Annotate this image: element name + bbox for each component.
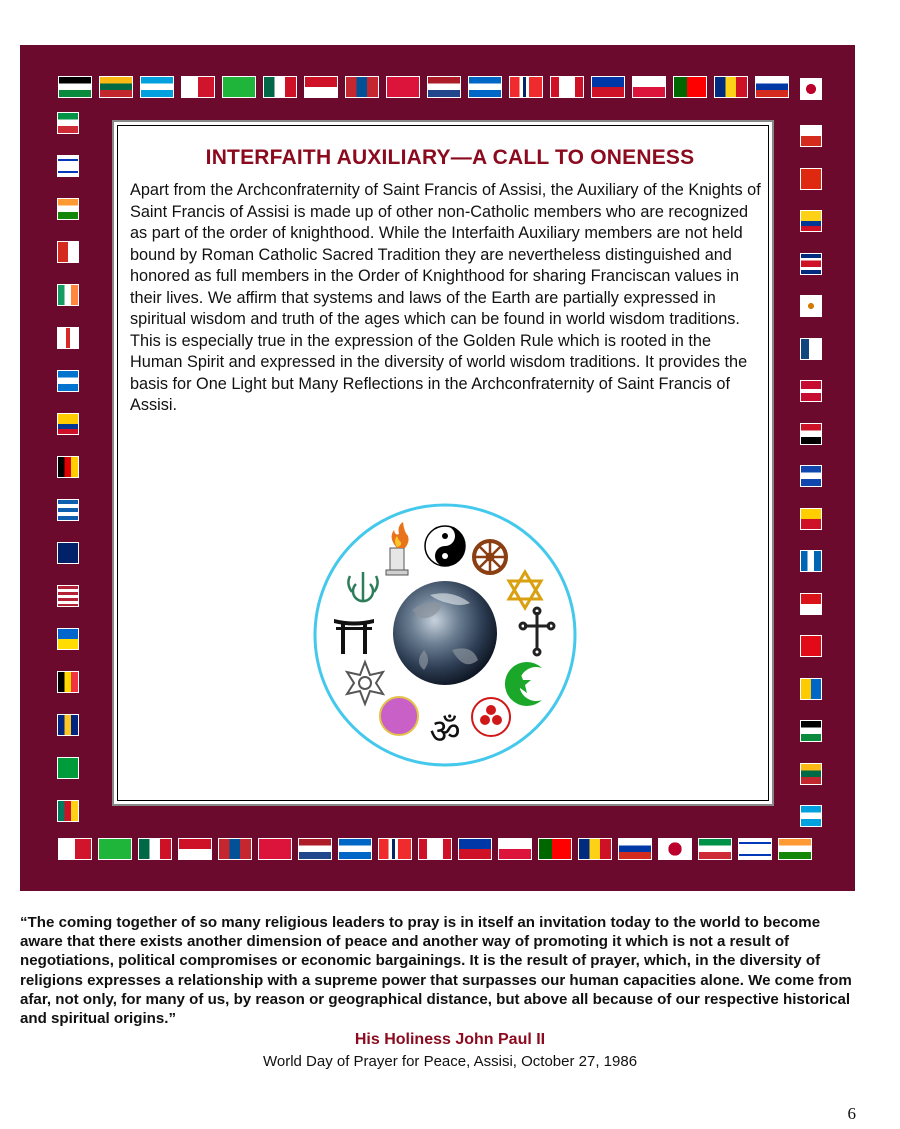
pope-quote: “The coming together of so many religious leaders to pray is in itself an invitation today to the world to become aware that there exists another dimension of peace and another way of promoting it which is not a result of negotiations, political compromises or economic bargainings. It is the result of prayer, which, in the diversity of religions expresses a relationship with a supreme power that surpasses our human capacities alone. We come from afar, not only, for many of us, by reason or geographical distance, but above all because of our respective historical and spiritual origins.” [20,914,852,1028]
flag-icon [418,838,452,860]
flag-icon [800,508,822,530]
flag-icon [468,76,502,98]
flag-icon [57,241,79,263]
flag-icon [550,76,584,98]
flag-icon [338,838,372,860]
flag-icon [57,413,79,435]
flag-icon [57,112,79,134]
flag-icon [386,76,420,98]
page-title: INTERFAITH AUXILIARY—A CALL TO ONENESS [205,146,695,169]
flag-icon [800,805,822,827]
flag-icon [57,456,79,478]
flag-icon [800,720,822,742]
body-paragraph: Apart from the Archconfraternity of Saint Francis of Assisi, the Auxiliary of the Knights of Saint Francis of Assisi is made up of other non-Catholic members who are recognized as part of the order of knighthood. While the Interfaith Auxiliary members are not held bound by Roman Catholic Sacred Tradition they are nevertheless distinguished and honored as full members in the Order of Knighthood for sharing Franciscan values in their lives. We affirm that systems and laws of the Earth are partially expressed in spiritual wisdom and truth of the ages which can be found in world wisdom traditions. This is especially true in the expression of the Golden Rule which is rooted in the Human Spirit and expressed in the diversity of world wisdom traditions. It provides the basis for One Light but Many Reflections in the Archconfraternity of Saint Francis of Assisi. [130,181,761,414]
flag-icon [298,838,332,860]
flag-icon [800,763,822,785]
flag-icon [263,76,297,98]
flag-icon [57,499,79,521]
flag-icon [57,714,79,736]
flag-icon [800,253,822,275]
flag-icon [345,76,379,98]
quote-attribution-event: World Day of Prayer for Peace, Assisi, October 27, 1986 [262,1053,638,1070]
cross-icon [520,608,554,655]
flag-icon [138,838,172,860]
flag-icon [222,76,256,98]
star-of-david-icon [509,572,541,608]
bahai-star-icon [347,662,383,704]
flag-icon [698,838,732,860]
flag-icon [800,593,822,615]
flag-icon [178,838,212,860]
flag-icon [458,838,492,860]
flag-icon [378,838,412,860]
crescent-star-icon [505,662,542,706]
interfaith-emblem [312,500,578,770]
flag-icon [800,210,822,232]
torii-gate-icon [334,619,374,654]
flag-icon [99,76,133,98]
flag-icon [258,838,292,860]
flag-icon [800,678,822,700]
flag-icon [800,423,822,445]
flag-icon [800,380,822,402]
flag-icon [57,757,79,779]
flag-icon [57,198,79,220]
flag-icon [57,585,79,607]
flag-icon [591,76,625,98]
dharma-wheel-icon [474,541,506,573]
yin-yang-icon [425,526,465,566]
flag-icon [714,76,748,98]
flag-icon [800,78,822,100]
flag-icon [57,327,79,349]
flag-icon [57,671,79,693]
flag-icon [755,76,789,98]
flag-icon [738,838,772,860]
jain-circle-icon [380,697,418,735]
om-icon: ॐ [429,712,461,752]
flag-icon [57,284,79,306]
quote-attribution-name: His Holiness John Paul II [354,1031,546,1048]
flag-icon [800,465,822,487]
flag-icon [578,838,612,860]
flag-icon [58,76,92,98]
flag-icon [140,76,174,98]
flag-icon [57,628,79,650]
flag-icon [800,125,822,147]
flag-icon [673,76,707,98]
flag-icon [778,838,812,860]
flag-icon [57,800,79,822]
flag-icon [800,168,822,190]
three-jewels-icon [472,698,510,736]
flag-icon [57,370,79,392]
flag-icon [218,838,252,860]
flag-icon [800,295,822,317]
flag-icon [304,76,338,98]
flag-icon [800,635,822,657]
flag-icon [57,542,79,564]
flag-icon [498,838,532,860]
flag-icon [538,838,572,860]
flag-icon [658,838,692,860]
khanda-icon [348,572,377,601]
flag-icon [98,838,132,860]
page-number: 6 [847,1104,856,1123]
flag-icon [181,76,215,98]
flag-icon [427,76,461,98]
earth-globe-icon [393,581,497,685]
flag-icon [800,338,822,360]
flame-icon [386,522,409,575]
flag-icon [618,838,652,860]
flag-icon [632,76,666,98]
flag-icon [800,550,822,572]
flag-icon [509,76,543,98]
flag-icon [58,838,92,860]
